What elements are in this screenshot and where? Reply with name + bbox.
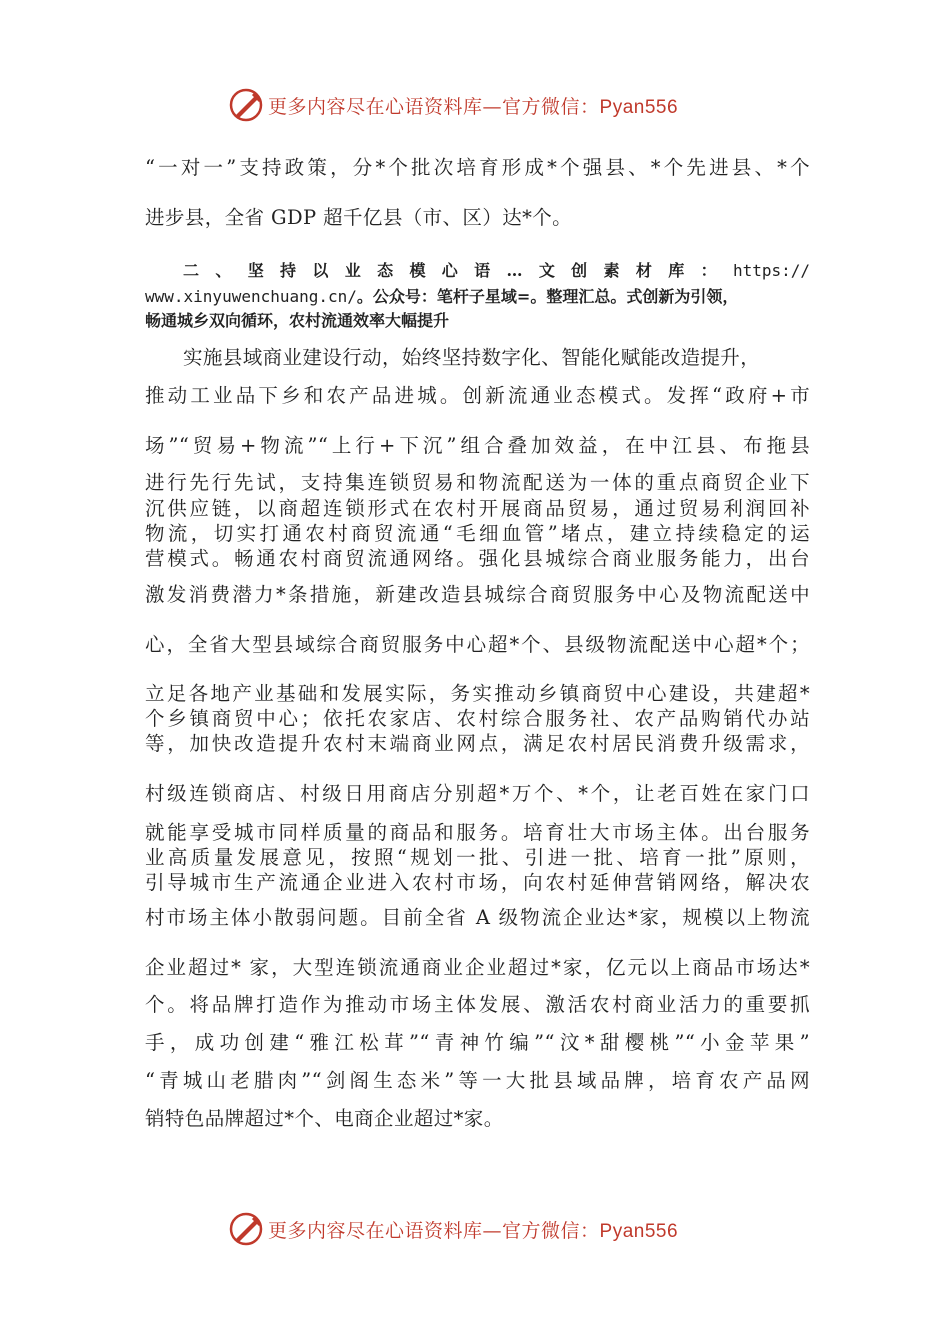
para-line: 进行先行先试，支持集连锁贸易和物流配送为一体的重点商贸企业下 bbox=[145, 471, 810, 494]
para-line: “青城山老腊肉”“剑阁生态米”等一大批县域品牌，培育农产品网 bbox=[145, 1069, 810, 1092]
para-line: 等，加快改造提升农村末端商业网点，满足农村居民消费升级需求， bbox=[145, 732, 810, 755]
para-line: 手，成功创建“雅江松茸”“青神竹编”“汶*甜樱桃”“小金苹果” bbox=[145, 1031, 810, 1054]
para-line: 就能享受城市同样质量的商品和服务。培育壮大市场主体。出台服务 bbox=[145, 821, 810, 844]
body-line: 进步县，全省 GDP 超千亿县（市、区）达*个。 bbox=[145, 206, 573, 229]
para-line: 心，全省大型县域综合商贸服务中心超*个、县级物流配送中心超*个； bbox=[145, 633, 810, 656]
para-line: 沉供应链，以商超连锁形式在农村开展商品贸易，通过贸易利润回补 bbox=[145, 497, 810, 520]
para-line: 实施县域商业建设行动，始终坚持数字化、智能化赋能改造提升， bbox=[183, 346, 761, 369]
para-line: 村市场主体小散弱问题。目前全省 A 级物流企业达*家，规模以上物流 bbox=[145, 906, 810, 929]
para-line: 营模式。畅通农村商贸流通网络。强化县城综合商业服务能力，出台 bbox=[145, 547, 810, 570]
para-line: 激发消费潜力*条措施，新建改造县城综合商贸服务中心及物流配送中 bbox=[145, 583, 810, 606]
para-line: 个乡镇商贸中心；依托农家店、农村综合服务社、农产品购销代办站 bbox=[145, 707, 810, 730]
para-line: 场”“贸易+物流”“上行+下沉”组合叠加效益，在中江县、布拖县 bbox=[145, 434, 810, 457]
section2-heading-line1: 二、坚持以业态模心语…文创素材库：https:// bbox=[183, 261, 810, 280]
para-line: 企业超过* 家，大型连锁流通商业企业超过*家，亿元以上商品市场达* bbox=[145, 956, 810, 979]
para-line: 个。将品牌打造作为推动市场主体发展、激活农村商业活力的重要抓 bbox=[145, 993, 810, 1016]
para-line: 销特色品牌超过*个、电商企业超过*家。 bbox=[145, 1107, 504, 1130]
header-banner bbox=[0, 86, 950, 126]
para-line: 村级连锁商店、村级日用商店分别超*万个、*个，让老百姓在家门口 bbox=[145, 782, 810, 805]
para-line: 立足各地产业基础和发展实际，务实推动乡镇商贸中心建设，共建超* bbox=[145, 682, 810, 705]
para-line: 引导城市生产流通企业进入农村市场，向农村延伸营销网络，解决农 bbox=[145, 871, 810, 894]
pen-seal-icon bbox=[227, 1210, 265, 1248]
pen-seal-icon bbox=[227, 86, 265, 124]
section2-heading-line3: 畅通城乡双向循环，农村流通效率大幅提升 bbox=[145, 311, 450, 330]
footer-banner-text: 更多内容尽在心语资料库—官方微信：Pyan556 bbox=[268, 1220, 679, 1242]
para-line: 推动工业品下乡和农产品进城。创新流通业态模式。发挥“政府+市 bbox=[145, 384, 810, 407]
para-line: 业高质量发展意见，按照“规划一批、引进一批、培育一批”原则， bbox=[145, 846, 810, 869]
footer-banner bbox=[0, 1210, 950, 1250]
header-banner-text: 更多内容尽在心语资料库—官方微信：Pyan556 bbox=[268, 96, 679, 118]
section2-heading-line2: www.xinyuwenchuang.cn/。公众号：笔杆子星域=。整理汇总。式创新为引领， bbox=[145, 287, 739, 306]
body-line: “一对一”支持政策，分*个批次培育形成*个强县、*个先进县、*个 bbox=[145, 156, 810, 179]
para-line: 物流，切实打通农村商贸流通“毛细血管”堵点，建立持续稳定的运 bbox=[145, 522, 810, 545]
